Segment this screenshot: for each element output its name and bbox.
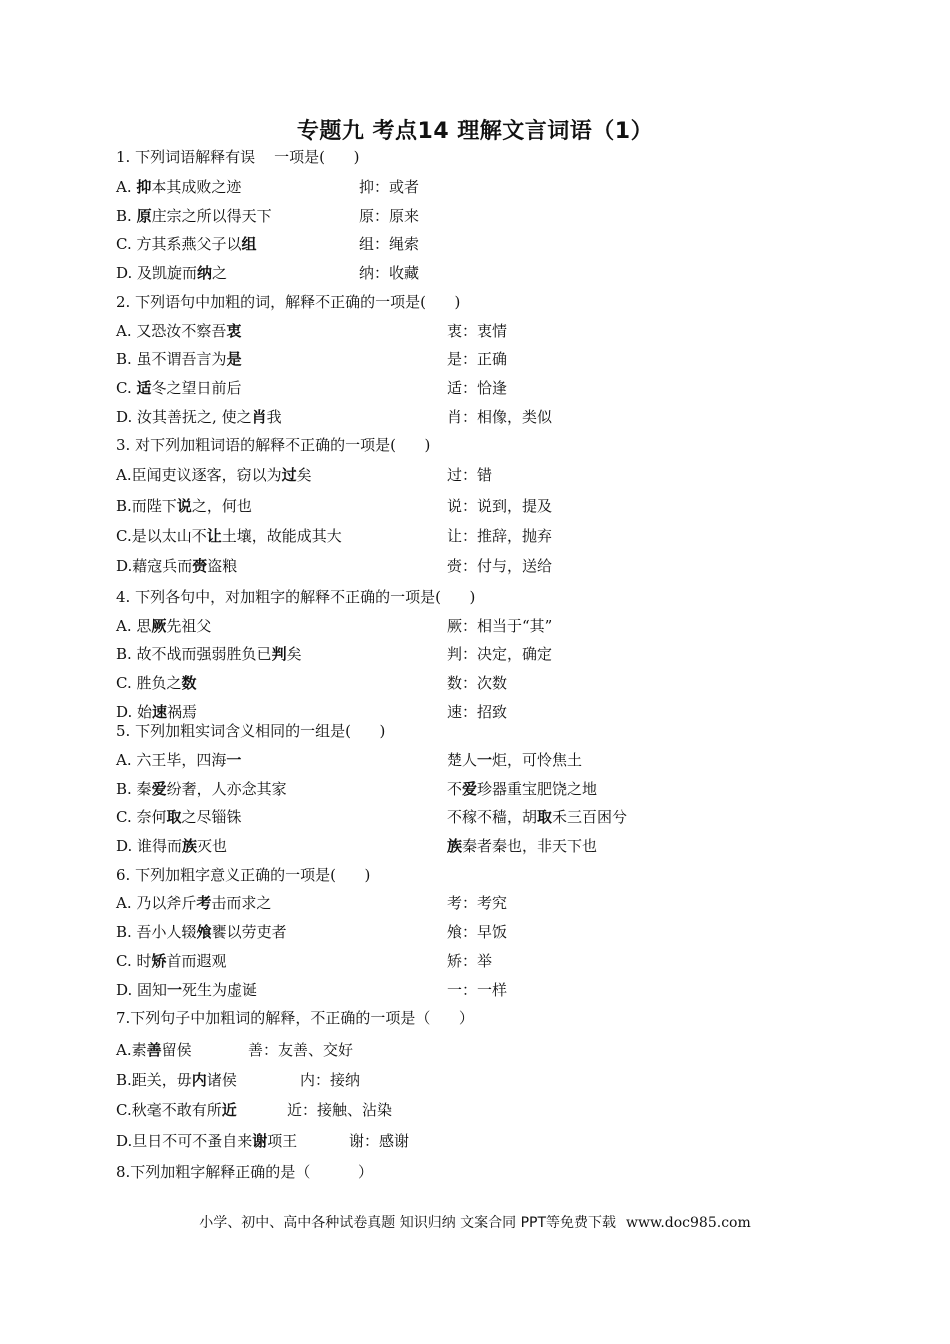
q3-option-d: D.藉寇兵而赍盗粮 <box>116 557 238 575</box>
q3-option-c-explanation: 让：推辞，抛弃 <box>447 527 553 545</box>
q3-option-a: A.臣闻吏议逐客，窃以为过矣 <box>116 466 312 484</box>
q2-option-c: C. 适冬之望日前后 <box>116 379 242 397</box>
q7-option-b-explanation: 内：接纳 <box>300 1071 361 1089</box>
q4-option-b-explanation: 判：决定，确定 <box>447 645 553 663</box>
q6-option-c-explanation: 矫：举 <box>447 952 493 970</box>
question-4-stem: 4. 下列各句中，对加粗字的解释不正确的一项是( ) <box>116 588 476 606</box>
footer-url[interactable]: www.doc985.com <box>626 1215 751 1231</box>
q4-option-a-explanation: 厥：相当于“其” <box>447 617 553 635</box>
q6-option-d-explanation: 一：一样 <box>447 981 508 999</box>
page-title: 专题九 考点14 理解文言词语（1） <box>296 119 654 144</box>
q4-option-c: C. 胜负之数 <box>116 674 197 692</box>
q7-option-d: D.旦日不可不蚤自来谢项王 <box>116 1132 298 1150</box>
question-8-stem: 8.下列加粗字解释正确的是（ ） <box>116 1163 373 1181</box>
q3-option-a-explanation: 过：错 <box>447 466 493 484</box>
q1-option-d-explanation: 纳：收藏 <box>359 264 420 282</box>
q1-option-b-explanation: 原：原来 <box>359 207 420 225</box>
q4-option-a: A. 思厥先祖父 <box>116 617 212 635</box>
q2-option-b: B. 虽不谓吾言为是 <box>116 350 242 368</box>
q1-option-a: A. 抑本其成败之迹 <box>116 178 242 196</box>
q6-option-d: D. 固知一死生为虚诞 <box>116 981 258 999</box>
question-6-stem: 6. 下列加粗字意义正确的一项是( ) <box>116 866 371 884</box>
q6-option-a: A. 乃以斧斤考击而求之 <box>116 894 272 912</box>
q1-option-d: D. 及凯旋而纳之 <box>116 264 228 282</box>
question-1-stem: 1. 下列词语解释有误 一项是( ) <box>116 148 360 166</box>
q2-option-a: A. 又恐汝不察吾衷 <box>116 322 242 340</box>
q1-option-c-explanation: 组：绳索 <box>359 235 420 253</box>
q3-option-b: B.而陛下说之，何也 <box>116 497 252 515</box>
q3-option-c: C.是以太山不让土壤，故能成其大 <box>116 527 342 545</box>
q5-option-d: D. 谁得而族灭也 <box>116 837 228 855</box>
q5-option-d-comparison: 族秦者秦也，非天下也 <box>447 837 598 855</box>
page-footer <box>0 1212 950 1232</box>
question-7-stem: 7.下列句子中加粗词的解释，不正确的一项是（ ） <box>116 1009 474 1027</box>
q7-option-a-explanation: 善：友善、交好 <box>248 1041 354 1059</box>
q4-option-d-explanation: 速：招致 <box>447 703 508 721</box>
question-3-stem: 3. 对下列加粗词语的解释不正确的一项是( ) <box>116 436 431 454</box>
q1-option-a-explanation: 抑：或者 <box>359 178 420 196</box>
q7-option-c: C.秋毫不敢有所近 <box>116 1101 237 1119</box>
q2-option-a-explanation: 衷：衷情 <box>447 322 508 340</box>
q7-option-c-explanation: 近：接触、沾染 <box>287 1101 393 1119</box>
q1-option-c: C. 方其系燕父子以组 <box>116 235 257 253</box>
q5-option-c-comparison: 不稼不穑，胡取禾三百困兮 <box>447 808 628 826</box>
q7-option-d-explanation: 谢：感谢 <box>349 1132 410 1150</box>
q7-option-b: B.距关，毋内诸侯 <box>116 1071 237 1089</box>
q4-option-d: D. 始速祸焉 <box>116 703 198 721</box>
q6-option-b: B. 吾小人辍飧饔以劳吏者 <box>116 923 287 941</box>
q6-option-a-explanation: 考：考究 <box>447 894 508 912</box>
q2-option-d: D. 汝其善抚之, 使之肖我 <box>116 408 282 426</box>
q5-option-b-comparison: 不爱珍器重宝肥饶之地 <box>447 780 598 798</box>
question-5-stem: 5. 下列加粗实词含义相同的一组是( ) <box>116 722 386 740</box>
q5-option-a-comparison: 楚人一炬，可怜焦土 <box>447 751 583 769</box>
q4-option-c-explanation: 数：次数 <box>447 674 508 692</box>
q3-option-b-explanation: 说：说到，提及 <box>447 497 553 515</box>
q2-option-b-explanation: 是：正确 <box>447 350 508 368</box>
q6-option-c: C. 时矫首而遐观 <box>116 952 227 970</box>
q2-option-c-explanation: 适：恰逢 <box>447 379 508 397</box>
q2-option-d-explanation: 肖：相像，类似 <box>447 408 553 426</box>
question-2-stem: 2. 下列语句中加粗的词，解释不正确的一项是( ) <box>116 293 461 311</box>
q5-option-c: C. 奈何取之尽锱铢 <box>116 808 242 826</box>
q3-option-d-explanation: 赍：付与，送给 <box>447 557 553 575</box>
q7-option-a: A.素善留侯 <box>116 1041 192 1059</box>
footer-text: 小学、初中、高中各种试卷真题 知识归纳 文案合同 PPT等免费下载 <box>199 1215 617 1231</box>
q5-option-b: B. 秦爱纷奢，人亦念其家 <box>116 780 287 798</box>
q4-option-b: B. 故不战而强弱胜负已判矣 <box>116 645 302 663</box>
q6-option-b-explanation: 飧：早饭 <box>447 923 508 941</box>
q1-option-b: B. 原庄宗之所以得天下 <box>116 207 272 225</box>
q5-option-a: A. 六王毕，四海一 <box>116 751 242 769</box>
